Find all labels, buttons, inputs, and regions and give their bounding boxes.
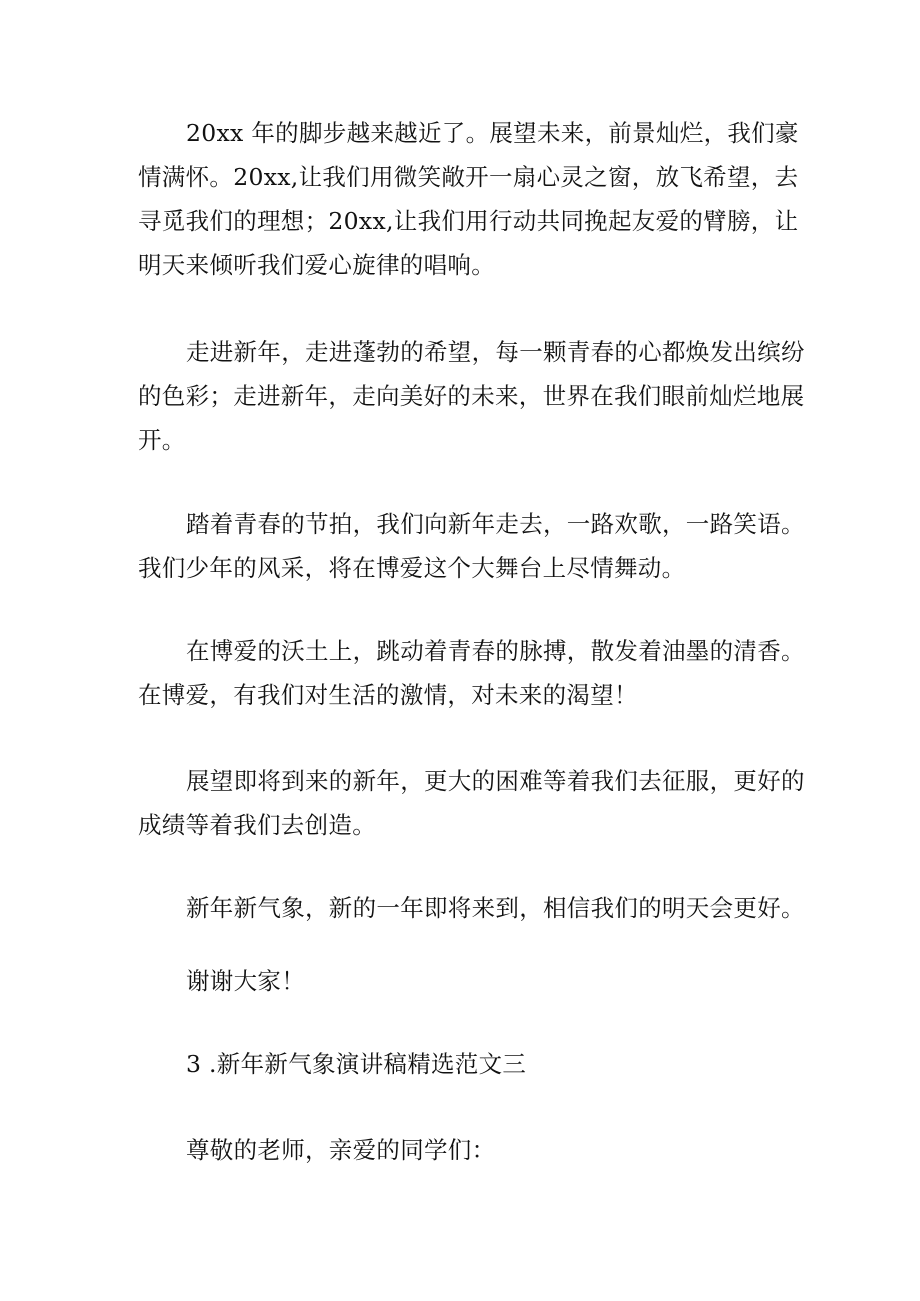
- paragraph-line: 走进新年，走进蓬勃的希望，每一颗青春的心都焕发出缤纷: [186, 338, 805, 366]
- paragraph-line: 在博爱，有我们对生活的激情，对未来的渴望！: [138, 681, 638, 709]
- paragraph-3: [138, 502, 805, 590]
- paragraph-line: 的色彩；走进新年，走向美好的未来，世界在我们眼前灿烂地展: [138, 382, 805, 410]
- paragraph-5: [138, 759, 805, 847]
- paragraph-line: 成绩等着我们去创造。: [138, 811, 376, 839]
- paragraph-line: 踏着青春的节拍，我们向新年走去，一路欢歌，一路笑语。: [186, 510, 805, 538]
- salutation: 尊敬的老师，亲爱的同学们：: [186, 1136, 496, 1164]
- paragraph-4: [138, 629, 805, 717]
- paragraph-7-closing: 谢谢大家！: [186, 967, 305, 995]
- paragraph-line: 在博爱的沃土上，跳动着青春的脉搏，散发着油墨的清香。: [186, 637, 805, 665]
- paragraph-2: [138, 330, 805, 462]
- paragraph-6: 新年新气象，新的一年即将来到，相信我们的明天会更好。: [186, 894, 805, 922]
- paragraph-line: 情满怀。20xx,让我们用微笑敞开一扇心灵之窗，放飞希望，去: [138, 163, 799, 191]
- paragraph-line: 寻觅我们的理想；20xx,让我们用行动共同挽起友爱的臂膀，让: [138, 207, 799, 235]
- paragraph-line: 20xx 年的脚步越来越近了。展望未来，前景灿烂，我们豪: [186, 119, 799, 147]
- paragraph-line: 我们少年的风采，将在博爱这个大舞台上尽情舞动。: [138, 554, 686, 582]
- paragraph-line: 展望即将到来的新年，更大的困难等着我们去征服，更好的: [186, 767, 805, 795]
- paragraph-line: 明天来倾听我们爱心旋律的唱响。: [138, 251, 495, 279]
- section-heading: 3 .新年新气象演讲稿精选范文三: [186, 1050, 527, 1078]
- paragraph-1: [138, 111, 799, 287]
- paragraph-line: 开。: [138, 426, 186, 454]
